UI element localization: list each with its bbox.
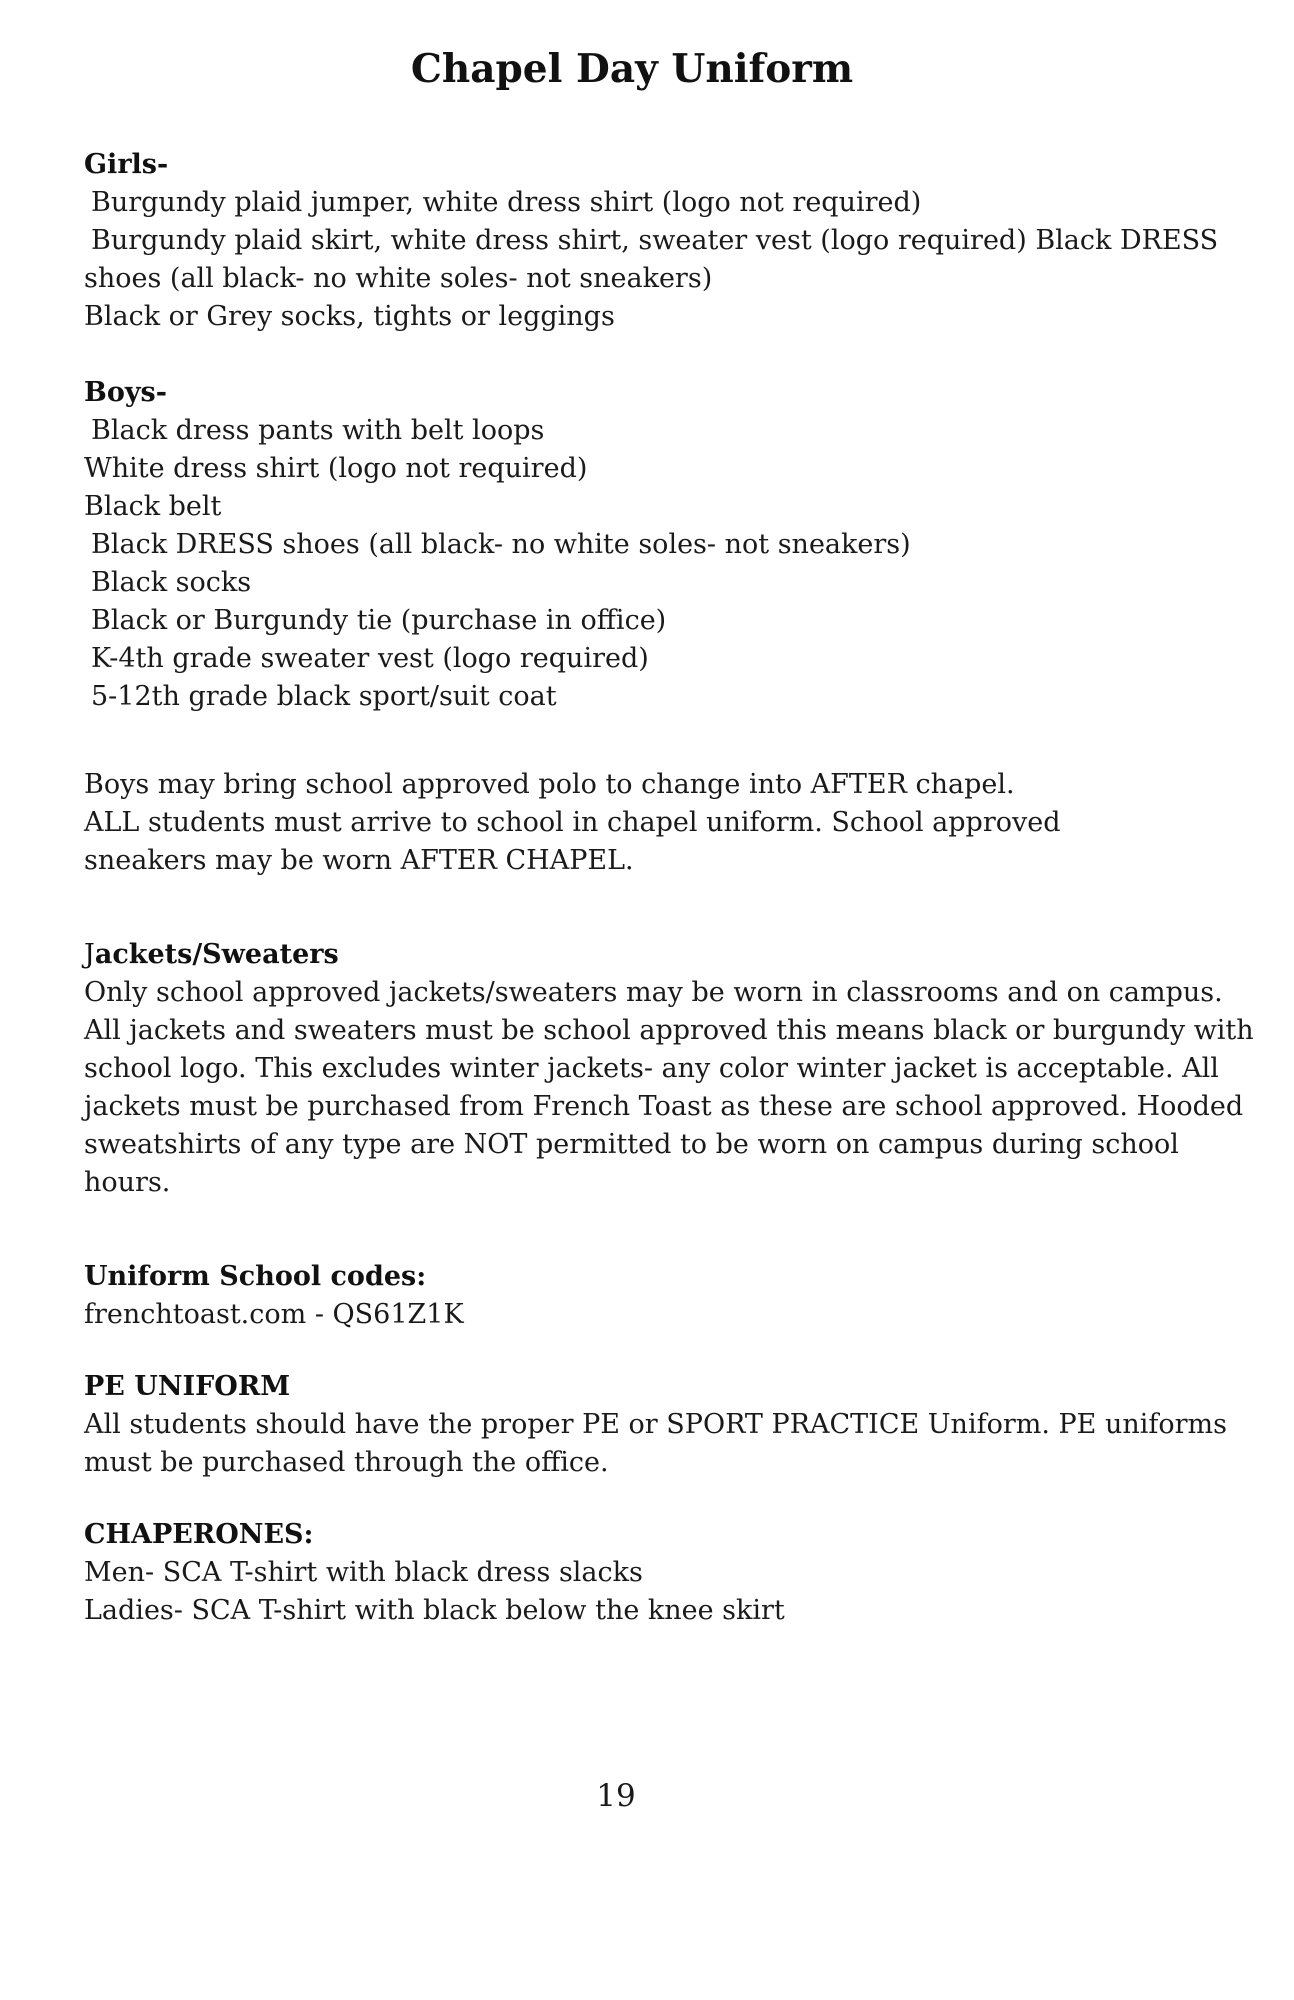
- page-title: Chapel Day Uniform: [410, 46, 854, 92]
- chapel-note-line: ALL students must arrive to school in chapel uniform. School approved: [84, 807, 1061, 838]
- girls-line: Black or Grey socks, tights or leggings: [84, 301, 615, 332]
- page-content: [84, 146, 1264, 1630]
- pe-line: All students should have the proper PE or SPORT PRACTICE Uniform. PE uniforms: [84, 1409, 1227, 1440]
- jackets-line: hours.: [84, 1167, 171, 1198]
- spacer: [84, 336, 1264, 374]
- spacer: [84, 880, 1264, 936]
- boys-line: Black socks: [91, 567, 252, 598]
- pe-line: must be purchased through the office.: [84, 1447, 609, 1478]
- codes-heading: Uniform School codes:: [84, 1261, 427, 1292]
- codes-line: frenchtoast.com - QS61Z1K: [84, 1299, 464, 1330]
- boys-line: Black or Burgundy tie (purchase in office): [91, 605, 667, 636]
- girls-section: [84, 146, 1264, 336]
- boys-line: Black DRESS shoes (all black- no white soles- not sneakers): [91, 529, 911, 560]
- chaperones-line: Ladies- SCA T-shirt with black below the knee skirt: [84, 1595, 785, 1626]
- jackets-heading-rest: ackets/Sweaters: [94, 939, 339, 970]
- boys-line: Black dress pants with belt loops: [91, 415, 545, 446]
- boys-line: White dress shirt (logo not required): [84, 453, 588, 484]
- jackets-line: Only school approved jackets/sweaters may be worn in classrooms and on campus.: [84, 977, 1223, 1008]
- jackets-section: [84, 936, 1264, 1202]
- spacer: [84, 716, 1264, 766]
- boys-heading: Boys-: [84, 377, 167, 408]
- pe-section: [84, 1368, 1264, 1482]
- jackets-line: sweatshirts of any type are NOT permitted to be worn on campus during school: [84, 1129, 1179, 1160]
- jackets-line: jackets must be purchased from French Toast as these are school approved. Hooded: [84, 1091, 1244, 1122]
- chapel-note-line: Boys may bring school approved polo to change into AFTER chapel.: [84, 769, 1015, 800]
- chapel-note-section: [84, 766, 1264, 880]
- girls-heading: Girls-: [84, 149, 169, 180]
- chaperones-line: Men- SCA T-shirt with black dress slacks: [84, 1557, 643, 1588]
- boys-section: [84, 374, 1264, 716]
- spacer: [84, 1202, 1264, 1258]
- jackets-heading-initial: J: [84, 939, 95, 970]
- jackets-line: school logo. This excludes winter jackets- any color winter jacket is acceptable. All: [84, 1053, 1219, 1084]
- page-number: 19: [596, 1778, 636, 1814]
- spacer: [84, 1334, 1264, 1368]
- pe-heading: PE UNIFORM: [84, 1371, 291, 1402]
- chaperones-section: [84, 1516, 1264, 1630]
- girls-line: Burgundy plaid skirt, white dress shirt, sweater vest (logo required) Black DRESS: [91, 225, 1219, 256]
- chaperones-heading: CHAPERONES:: [84, 1519, 314, 1550]
- codes-section: [84, 1258, 1264, 1334]
- girls-line: Burgundy plaid jumper, white dress shirt (logo not required): [91, 187, 922, 218]
- jackets-line: All jackets and sweaters must be school approved this means black or burgundy with: [84, 1015, 1254, 1046]
- spacer: [84, 1482, 1264, 1516]
- girls-line: shoes (all black- no white soles- not sneakers): [84, 263, 713, 294]
- chapel-note-line: sneakers may be worn AFTER CHAPEL.: [84, 845, 634, 876]
- boys-line: K-4th grade sweater vest (logo required): [91, 643, 649, 674]
- jackets-heading: [84, 936, 1264, 974]
- boys-line: Black belt: [84, 491, 222, 522]
- boys-line: 5-12th grade black sport/suit coat: [91, 681, 557, 712]
